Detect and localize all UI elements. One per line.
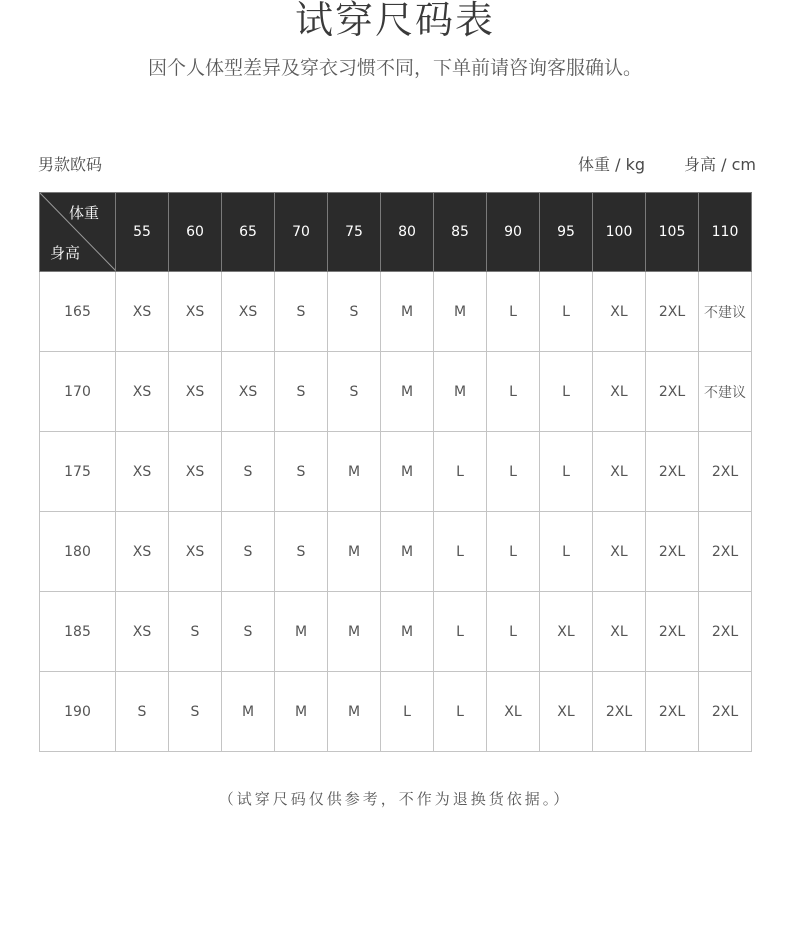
size-cell: L: [434, 672, 487, 752]
men-euro-size-label: 男款欧码: [38, 155, 103, 174]
size-cell: S: [275, 432, 328, 512]
table-row: [40, 432, 752, 512]
size-cell: S: [328, 272, 381, 352]
size-cell: M: [328, 592, 381, 672]
size-cell: XS: [116, 352, 169, 432]
size-cell: M: [328, 432, 381, 512]
height-cell: 185: [40, 592, 116, 672]
size-cell: XL: [593, 272, 646, 352]
size-cell: M: [381, 352, 434, 432]
weight-header-cell: 75: [328, 193, 381, 272]
size-cell: M: [381, 272, 434, 352]
height-unit-label: 身高 / cm: [684, 155, 756, 174]
size-cell: 不建议: [699, 272, 752, 352]
size-cell: M: [275, 592, 328, 672]
size-cell: M: [381, 512, 434, 592]
size-cell: S: [328, 352, 381, 432]
size-cell: XS: [169, 272, 222, 352]
corner-height-label: 身高: [50, 244, 81, 262]
size-cell: 2XL: [699, 592, 752, 672]
size-cell: M: [222, 672, 275, 752]
weight-header-cell: 65: [222, 193, 275, 272]
size-cell: L: [434, 592, 487, 672]
size-cell: S: [275, 512, 328, 592]
size-cell: 2XL: [699, 512, 752, 592]
size-cell: 2XL: [646, 592, 699, 672]
size-cell: XL: [540, 592, 593, 672]
weight-header-cell: 85: [434, 193, 487, 272]
height-cell: 190: [40, 672, 116, 752]
size-cell: L: [487, 432, 540, 512]
size-cell: 2XL: [646, 352, 699, 432]
size-cell: M: [275, 672, 328, 752]
size-cell: 2XL: [699, 672, 752, 752]
size-cell: L: [540, 432, 593, 512]
size-cell: XS: [116, 512, 169, 592]
weight-header-cell: 105: [646, 193, 699, 272]
size-cell: L: [434, 432, 487, 512]
size-cell: XS: [169, 352, 222, 432]
weight-unit-label: 体重 / kg: [578, 155, 645, 174]
size-cell: 2XL: [646, 272, 699, 352]
size-cell: XS: [169, 432, 222, 512]
height-cell: 170: [40, 352, 116, 432]
size-cell: XL: [540, 672, 593, 752]
weight-header-cell: 100: [593, 193, 646, 272]
height-cell: 165: [40, 272, 116, 352]
size-cell: L: [381, 672, 434, 752]
size-cell: S: [275, 352, 328, 432]
table-row: [40, 352, 752, 432]
size-cell: S: [169, 672, 222, 752]
page-subtitle: 因个人体型差异及穿衣习惯不同，下单前请咨询客服确认。: [147, 57, 642, 79]
size-cell: M: [381, 432, 434, 512]
size-cell: 2XL: [646, 512, 699, 592]
height-cell: 175: [40, 432, 116, 512]
size-cell: XS: [116, 592, 169, 672]
size-cell: S: [222, 512, 275, 592]
table-row: [40, 672, 752, 752]
size-cell: S: [116, 672, 169, 752]
size-cell: 2XL: [593, 672, 646, 752]
size-cell: XS: [222, 272, 275, 352]
size-cell: XL: [487, 672, 540, 752]
size-cell: M: [434, 352, 487, 432]
size-cell: L: [487, 592, 540, 672]
weight-header-cell: 70: [275, 193, 328, 272]
size-cell: XL: [593, 592, 646, 672]
size-cell: L: [487, 352, 540, 432]
size-cell: M: [328, 672, 381, 752]
corner-weight-label: 体重: [68, 204, 99, 222]
size-cell: XL: [593, 352, 646, 432]
weight-header-cell: 80: [381, 193, 434, 272]
size-cell: XS: [116, 432, 169, 512]
size-cell: L: [540, 272, 593, 352]
size-cell: M: [434, 272, 487, 352]
size-cell: M: [381, 592, 434, 672]
size-cell: XS: [222, 352, 275, 432]
size-cell: L: [540, 512, 593, 592]
size-cell: L: [540, 352, 593, 432]
size-chart-table: [39, 192, 752, 752]
table-row: [40, 592, 752, 672]
size-cell: 2XL: [646, 672, 699, 752]
weight-header-cell: 60: [169, 193, 222, 272]
size-cell: L: [487, 512, 540, 592]
table-header-row: [40, 193, 752, 272]
size-cell: S: [169, 592, 222, 672]
size-cell: XL: [593, 432, 646, 512]
size-cell: M: [328, 512, 381, 592]
size-cell: S: [222, 432, 275, 512]
weight-header-cell: 110: [699, 193, 752, 272]
footnote: （试穿尺码仅供参考，不作为退换货依据。）: [218, 790, 572, 808]
size-cell: L: [487, 272, 540, 352]
size-cell: 2XL: [646, 432, 699, 512]
weight-header-cell: 55: [116, 193, 169, 272]
size-cell: XS: [169, 512, 222, 592]
size-cell: 不建议: [699, 352, 752, 432]
size-cell: XL: [593, 512, 646, 592]
size-cell: XS: [116, 272, 169, 352]
table-row: [40, 512, 752, 592]
page-title: 试穿尺码表: [294, 0, 495, 42]
size-cell: L: [434, 512, 487, 592]
table-body: [40, 272, 752, 752]
size-cell: S: [222, 592, 275, 672]
height-cell: 180: [40, 512, 116, 592]
size-cell: S: [275, 272, 328, 352]
weight-header-cell: 90: [487, 193, 540, 272]
weight-header-cell: 95: [540, 193, 593, 272]
table-row: [40, 272, 752, 352]
table-corner-cell: [40, 193, 116, 272]
size-cell: 2XL: [699, 432, 752, 512]
